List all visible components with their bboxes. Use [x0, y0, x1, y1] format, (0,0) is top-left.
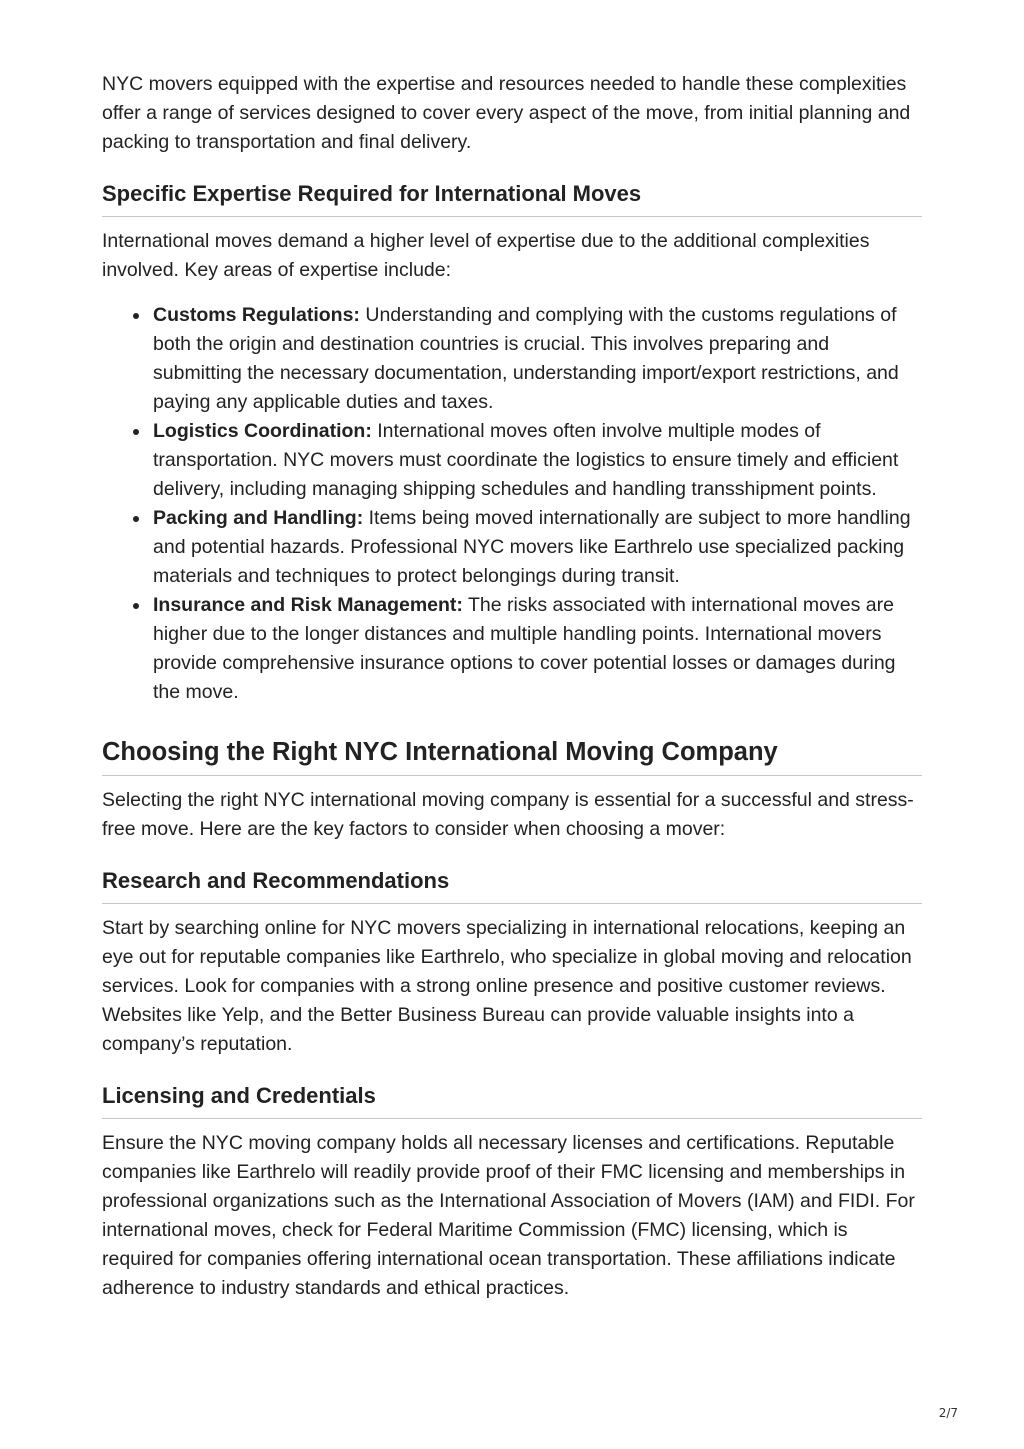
- choosing-heading: Choosing the Right NYC International Moving Company: [102, 735, 922, 776]
- list-item-description: International moves often involve multiple modes of transportation. NYC movers must coordinate the logistics to ensure timely and efficient delivery, including managing shipping schedules and handling transshipment points.: [153, 420, 899, 500]
- list-item: [153, 591, 922, 707]
- expertise-paragraph: International moves demand a higher level of expertise due to the additional complexities involved. Key areas of expertise include:: [102, 230, 870, 281]
- bullet-icon: [133, 603, 139, 609]
- list-item-description: The risks associated with international moves are higher due to the longer distances and multiple handling points. International movers provide comprehensive insurance options to cover potential losses or damages during the move.: [153, 594, 896, 703]
- list-item-description: Understanding and complying with the customs regulations of both the origin and destination countries is crucial. This involves preparing and submitting the necessary documentation, understanding import/export restrictions, and paying any applicable duties and taxes.: [153, 304, 899, 413]
- expertise-heading: Specific Expertise Required for International Moves: [102, 179, 922, 217]
- research-paragraph: Start by searching online for NYC movers specializing in international relocations, keeping an eye out for reputable companies like Earthrelo, who specialize in global moving and relocation services. Look for companies with a strong online presence and positive customer reviews. Websites like Yelp, and the Better Business Bureau can provide valuable insights into a company’s reputation.: [102, 917, 912, 1055]
- list-item: [153, 301, 922, 417]
- list-item: [153, 417, 922, 504]
- research-heading: Research and Recommendations: [102, 866, 922, 904]
- choosing-paragraph: Selecting the right NYC international moving company is essential for a successful and stress-free move. Here are the key factors to consider when choosing a mover:: [102, 789, 914, 840]
- list-item-term: Logistics Coordination:: [153, 420, 372, 442]
- bullet-icon: [133, 516, 139, 522]
- bullet-icon: [133, 313, 139, 319]
- list-item: [153, 504, 922, 591]
- expertise-list: [102, 301, 922, 707]
- licensing-heading: Licensing and Credentials: [102, 1081, 922, 1119]
- list-item-term: Insurance and Risk Management:: [153, 594, 463, 616]
- licensing-paragraph: Ensure the NYC moving company holds all necessary licenses and certifications. Reputable companies like Earthrelo will readily provide proof of their FMC licensing and memberships in professional organizations such as the International Association of Movers (IAM) and FIDI. For international moves, check for Federal Maritime Commission (FMC) licensing, which is required for companies offering international ocean transportation. These affiliations indicate adherence to industry standards and ethical practices.: [102, 1132, 915, 1299]
- intro-paragraph: NYC movers equipped with the expertise and resources needed to handle these complexities offer a range of services designed to cover every aspect of the move, from initial planning and packing to transportation and final delivery.: [102, 73, 911, 153]
- list-item-term: Packing and Handling:: [153, 507, 364, 529]
- document-body: [102, 70, 922, 1303]
- bullet-icon: [133, 429, 139, 435]
- list-item-term: Customs Regulations:: [153, 304, 360, 326]
- page-number: 2/7: [938, 1406, 958, 1420]
- list-item-description: Items being moved internationally are subject to more handling and potential hazards. Professional NYC movers like Earthrelo use specialized packing materials and techniques to protect belongings during transit.: [153, 507, 911, 587]
